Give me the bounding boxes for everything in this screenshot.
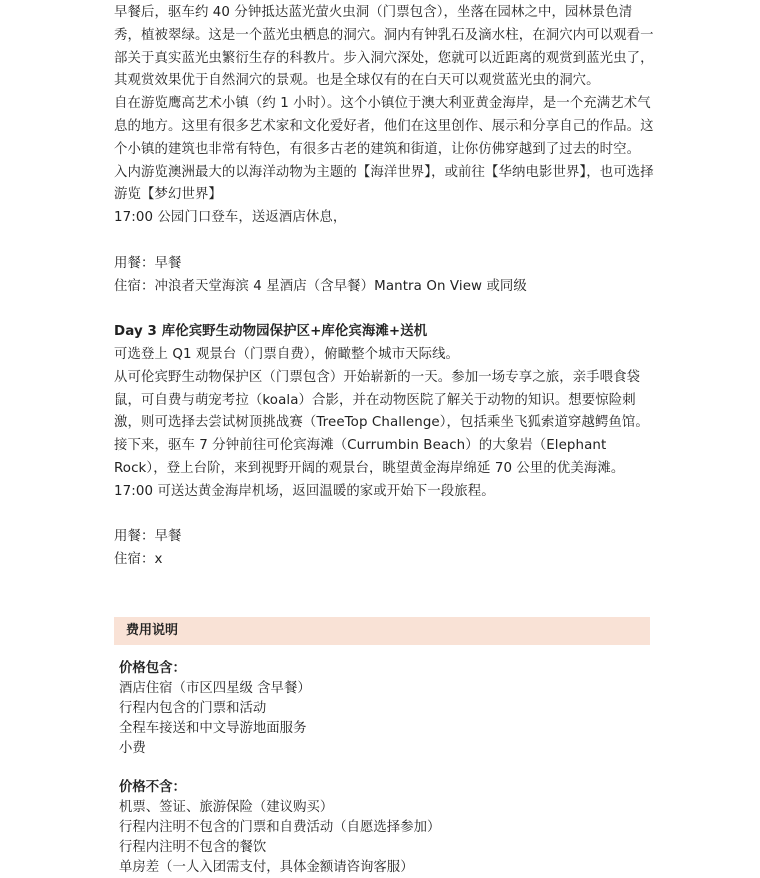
fee-included-item: 小费 [119,741,146,756]
fee-included-label: 价格包含： [119,661,186,676]
fee-excluded-block [119,778,649,878]
day3-title: Day 3 库伦宾野生动物园保护区+库伦宾海滩+送机 [114,324,428,340]
day3-paragraph-sanctuary: 从可伦宾野生动物保护区（门票包含）开始崭新的一天。参加一场专享之旅，亲手喂食袋鼠，可自费与萌宠考拉（koala）合影，并在动物医院了解关于动物的知识。想要惊险刺激，则可选择去尝试树顶挑战赛（TreeTop Challenge），包括乘坐飞狐索道穿越鳄鱼馆。接下来，驱车 7 分钟前往可伦宾海滩（Currumbin Beach）的大象岩（Elephant Rock），登上台阶，来到视野开阔的观景台，眺望黄金海岸绵延 70 公里的优美海滩。 [114,369,649,476]
day2-meals: 用餐：早餐 [114,255,182,271]
fee-included-item: 酒店住宿（市区四星级 含早餐） [119,681,311,696]
fee-excluded-item: 行程内注明不包含的餐饮 [119,840,267,855]
fee-included-item: 全程车接送和中文导游地面服务 [119,721,307,736]
itinerary-content [114,2,654,572]
fee-included-item: 行程内包含的门票和活动 [119,701,267,716]
fee-excluded-item: 行程内注明不包含的门票和自费活动（自愿选择参加） [119,820,441,835]
fee-section-title: 费用说明 [126,623,179,638]
fee-excluded-item: 机票、签证、旅游保险（建议购买） [119,800,334,815]
day3-paragraph-airport: 17:00 可送达黄金海岸机场，返回温暖的家或开始下一段旅程。 [114,483,495,499]
fee-excluded-label: 价格不含： [119,780,186,795]
day3-meals: 用餐：早餐 [114,529,182,545]
fee-excluded-item: 单房差（一人入团需支付，具体金额请咨询客服） [119,860,414,875]
day2-paragraph-theme-parks: 入内游览澳洲最大的以海洋动物为主题的【海洋世界】，或前往【华纳电影世界】，也可选择游览【梦幻世界】 [114,164,654,203]
day2-hotel: 住宿：冲浪者天堂海滨 4 星酒店（含早餐）Mantra On View 或同级 [114,278,527,294]
day2-paragraph-return: 17:00 公园门口登车，送返酒店休息， [114,210,347,226]
fee-section-header [114,617,650,645]
spacer [114,298,654,321]
spacer [114,504,654,527]
spacer [114,230,654,253]
fee-included-block [119,659,649,759]
day2-paragraph-cave: 早餐后，驱车约 40 分钟抵达蓝光萤火虫洞（门票包含），坐落在园林之中，园林景色清秀，植被翠绿。这是一个蓝光虫栖息的洞穴。洞内有钟乳石及滴水柱，在洞穴内可以观看一部关于真实蓝光虫繁衍生存的科教片。步入洞穴深处，您就可以近距离的观赏到蓝光虫了，其观赏效果优于自然洞穴的景观。也是全球仅有的在白天可以观赏蓝光虫的洞穴。 [114,5,654,89]
day3-paragraph-q1: 可选登上 Q1 观景台（门票自费），俯瞰整个城市天际线。 [114,346,460,362]
day3-hotel: 住宿：x [114,552,163,568]
day2-paragraph-art-town: 自在游览鹰高艺术小镇（约 1 小时）。这个小镇位于澳大利亚黄金海岸，是一个充满艺术气息的地方。这里有很多艺术家和文化爱好者，他们在这里创作、展示和分享自己的作品。这个小镇的建筑也非常有特色，有很多古老的建筑和街道，让你仿佛穿越到了过去的时空。 [114,96,654,157]
